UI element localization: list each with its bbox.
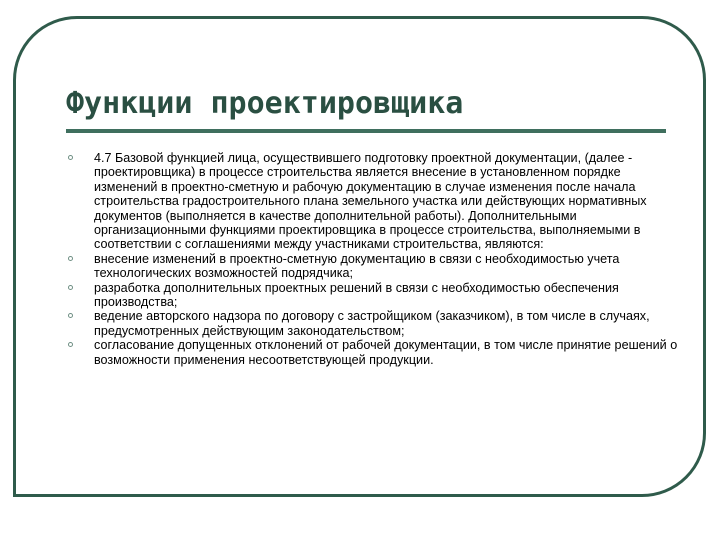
list-item — [60, 309, 680, 338]
circle-bullet-icon — [68, 342, 73, 347]
bullet-list — [60, 151, 680, 367]
circle-bullet-icon — [68, 285, 73, 290]
list-item-text: 4.7 Базовой функцией лица, осуществившего подготовку проектной документации, (далее - проектировщика) в процессе строительства является внесение в установленном порядке изменений в проектно-сметную и рабочую документацию в случае изменения после начала строительства градостроительного плана земельного участка или действующих нормативных документов (выполняется в качестве дополнительной работы). Дополнительными организационными функциями проектировщика в процессе строительства, выполняемыми в соответствии с соглашениями между участниками строительства, являются: — [94, 151, 647, 252]
list-item — [60, 252, 680, 281]
list-item-text: разработка дополнительных проектных решений в связи с необходимостью обеспечения производства; — [94, 280, 619, 310]
list-item-text: согласование допущенных отклонений от рабочей документации, в том числе принятие решений о возможности применения несоответствующей продукции. — [94, 338, 678, 367]
list-item — [60, 151, 680, 252]
list-item-text: ведение авторского надзора по договору с застройщиком (заказчиком), в том числе в случаях, предусмотренных действующим законодательством; — [94, 309, 650, 338]
slide-title: Функции проектировщика — [66, 86, 464, 121]
list-item — [60, 281, 680, 310]
circle-bullet-icon — [68, 155, 73, 160]
list-item-text: внесение изменений в проектно-сметную документацию в связи с необходимостью учета технологических возможностей подрядчика; — [94, 251, 620, 281]
circle-bullet-icon — [68, 256, 73, 261]
title-underline — [66, 129, 666, 133]
circle-bullet-icon — [68, 313, 73, 318]
list-item — [60, 338, 680, 367]
